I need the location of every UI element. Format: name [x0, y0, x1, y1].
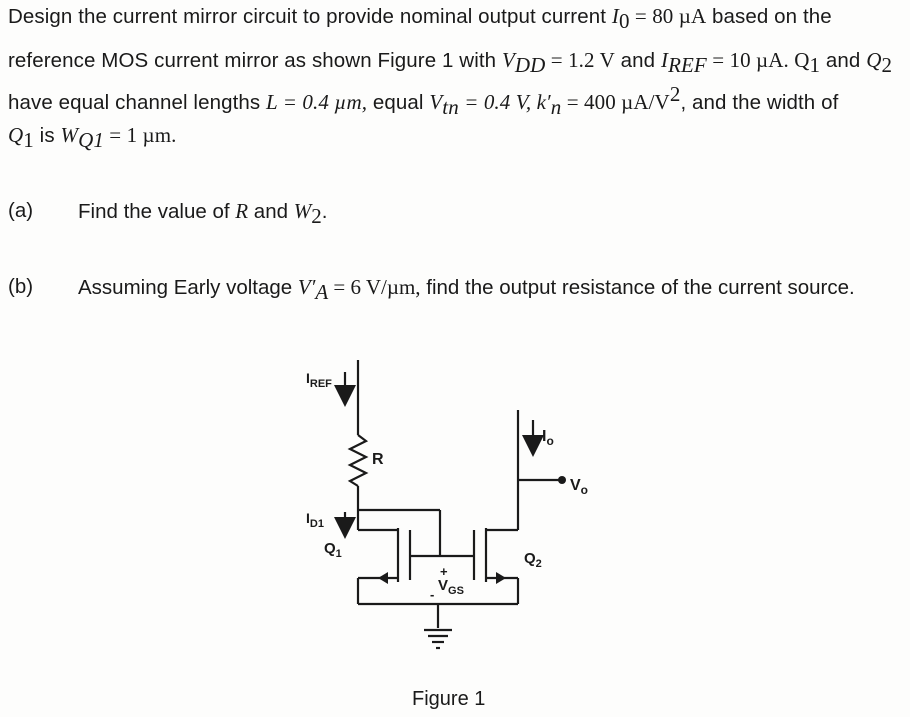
text: and — [820, 49, 867, 72]
math-sub: 1 — [23, 128, 34, 153]
math: = 10 µA. Q — [706, 48, 810, 72]
part-a-label: (a) — [8, 199, 34, 222]
figure-caption: Figure 1 — [412, 688, 486, 710]
label-sub: GS — [448, 585, 464, 597]
label-sub: D1 — [309, 518, 324, 530]
text: find the output resistance of the current source. — [420, 276, 855, 299]
label-main: V — [570, 477, 581, 494]
label-main: I — [306, 370, 310, 386]
label-sub: 1 — [335, 548, 342, 560]
math: = 6 V/µm, — [328, 275, 421, 299]
math-sub: 0 — [618, 9, 630, 34]
math-sub: n — [550, 95, 562, 120]
vo-label — [570, 477, 588, 497]
text: based on the — [706, 5, 832, 28]
iref-label — [306, 370, 332, 390]
math-sub: 1 — [809, 53, 821, 78]
text: reference MOS current mirror as shown Figure 1 with — [8, 49, 502, 72]
label-sub: REF — [309, 378, 332, 390]
text: Assuming Early voltage — [78, 276, 298, 299]
q2-source-arrow — [496, 572, 506, 584]
math-sub: tn — [442, 95, 459, 120]
text: , and the width of — [680, 91, 839, 114]
math: = 400 µA/V — [561, 90, 670, 114]
text: have equal channel lengths — [8, 91, 267, 114]
io-label — [542, 428, 554, 448]
text: equal — [367, 91, 430, 114]
math-sub: 2 — [881, 53, 893, 78]
q1-source-arrow — [378, 572, 388, 584]
text: and — [248, 200, 294, 223]
math-sub: Q1 — [78, 128, 104, 153]
math: I — [660, 48, 669, 72]
math: = 1.2 V — [545, 48, 615, 72]
vgs-plus: + — [440, 564, 448, 579]
q1-label — [324, 540, 342, 560]
part-b-label: (b) — [8, 275, 34, 298]
math: W — [60, 123, 79, 147]
math: I — [611, 4, 619, 28]
math: = 80 µA — [629, 4, 707, 28]
math-sub: DD — [514, 53, 546, 78]
label-main: I — [306, 510, 310, 526]
text: is — [33, 124, 61, 147]
id1-label — [306, 510, 324, 530]
resistor-r — [350, 435, 366, 486]
math: = 0.4 V, k′ — [458, 90, 551, 114]
vgs-label — [438, 577, 464, 597]
math-sub: REF — [668, 53, 707, 78]
math: Q — [8, 123, 24, 147]
output-node — [558, 476, 566, 484]
math-sub: 2 — [311, 204, 322, 229]
math-sup: 2 — [669, 82, 681, 107]
math: Q — [866, 48, 882, 72]
math: V — [429, 90, 443, 114]
label-main: Q — [324, 540, 336, 557]
q2-label — [524, 550, 542, 570]
label-sub: o — [546, 434, 554, 448]
text: Find the value of — [78, 200, 236, 223]
label-sub: 2 — [535, 558, 542, 570]
math: W — [293, 199, 312, 223]
label-main: V — [438, 577, 449, 594]
math: L = 0.4 µm, — [266, 90, 368, 114]
label-sub: o — [580, 483, 589, 497]
math: R — [235, 199, 249, 223]
text: Design the current mirror circuit to provide nominal output current — [8, 5, 612, 28]
text: and — [614, 49, 661, 72]
math: = 1 µm. — [103, 123, 177, 147]
math: V′ — [297, 275, 316, 299]
vgs-minus: - — [430, 587, 435, 602]
text: . — [321, 200, 328, 223]
math-sub: A — [315, 280, 329, 305]
math: V — [501, 48, 515, 72]
label-main: Q — [524, 550, 536, 567]
r-label: R — [372, 451, 384, 468]
label-main: I — [542, 428, 547, 445]
